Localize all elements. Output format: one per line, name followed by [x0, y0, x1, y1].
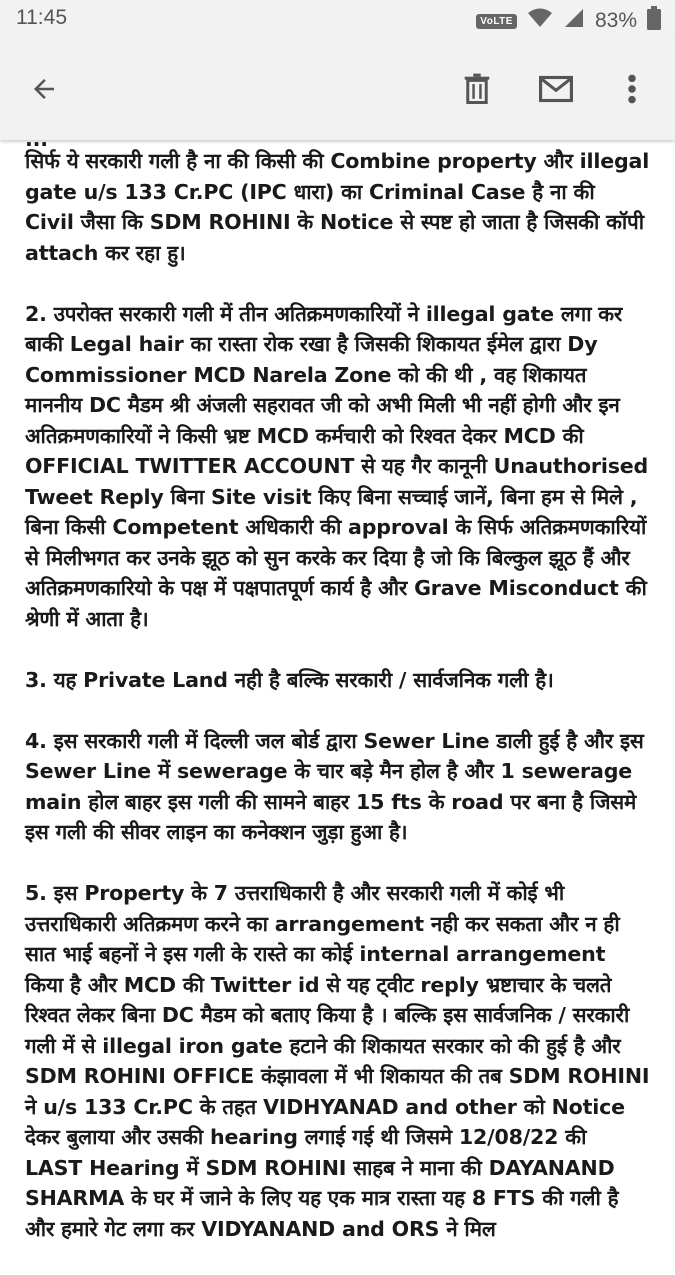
- paragraph-1: सिर्फ ये सरकारी गली है ना की किसी की Combine property और illegal gate u/s 133 Cr.PC (IPC धारा) का Criminal Case है ना की Civil जैसा कि SDM ROHINI के Notice से स्पष्ट हो जाता है जिसकी कॉपी attach कर रहा हु।: [25, 149, 650, 265]
- more-vertical-icon[interactable]: [608, 65, 656, 113]
- paragraph-2: 2. उपरोक्त सरकारी गली में तीन अतिक्रमणकारियों ने illegal gate लगा कर बाकी Legal hair का रास्ता रोक रखा है जिसकी शिकायत ईमेल द्वारा Dy Commissioner MCD Narela Zone को की थी , वह शिकायत माननीय DC मैडम श्री अंजली सहरावत जी को अभी मिली भी नहीं होगी और इन अतिक्रमणकारियों ने किसी भ्रष्ट MCD कर्मचारी को रिश्वत देकर MCD की OFFICIAL TWITTER ACCOUNT से यह गैर कानूनी Unauthorised Tweet Reply बिना Site visit किए बिना सच्चाई जानें, बिना हम से मिले , बिना किसी Competent अधिकारी की approval के सिर्फ अतिक्रमणकारियों से मिलीभगत कर उनके झूठ को सुन करके कर दिया है जो कि बिल्कुल झूठ हैं और अतिक्रमणकारियो के पक्ष में पक्षपातपूर्ण कार्य है और Grave Misconduct की श्रेणी में आता है।: [25, 301, 649, 631]
- battery-percentage: 83%: [594, 9, 637, 32]
- paragraph-4: 4. इस सरकारी गली में दिल्ली जल बोर्ड द्वारा Sewer Line डाली हुई है और इस Sewer Line में sewerage के चार बड़े मैन होल है और 1 sewerage main होल बाहर इस गली की सामने बाहर 15 fts के road पर बना है जिसमे इस गली की सीवर लाइन का कनेक्शन जुड़ा हुआ है।: [25, 728, 644, 844]
- status-indicators: [476, 6, 661, 36]
- volte-badge: VoLTE: [476, 14, 517, 29]
- trash-icon[interactable]: [453, 65, 501, 113]
- paragraph-3: 3. यह Private Land नही है बल्कि सरकारी / सार्वजनिक गली है।: [25, 667, 554, 692]
- app-bar: [0, 38, 675, 140]
- signal-icon: [563, 7, 585, 35]
- wifi-icon: [527, 7, 553, 35]
- arrow-left-icon[interactable]: [20, 65, 68, 113]
- paragraph-5: 5. इस Property के 7 उत्तराधिकारी है और सरकारी गली में कोई भी उत्तराधिकारी अतिक्रमण करने का arrangement नही कर सकता और न ही सात भाई बहनों ने इस गली के रास्ते का कोई internal arrangement किया है और MCD की Twitter id से यह ट्वीट reply भ्रष्टाचार के चलते रिश्वत लेकर बिना DC मैडम को बताए किया है । बल्कि इस सार्वजनिक / सरकारी गली में से illegal iron gate हटाने की शिकायत सरकार को की हुई है और SDM ROHINI OFFICE कंझावला में भी शिकायत की तब SDM ROHINI ने u/s 133 Cr.PC के तहत VIDHYANAD and other को Notice देकर बुलाया और उसकी hearing लगाई गई थी जिसमे 12/08/22 की LAST Hearing में SDM ROHINI साहब ने माना की DAYANAND SHARMA के घर में जाने के लिए यह एक मात्र रास्ता यह 8 FTS की गली है और हमारे गेट लगा कर VIDYANAND and ORS ने मिल: [25, 881, 650, 1241]
- message-text: [25, 124, 650, 1275]
- mail-icon[interactable]: [532, 65, 580, 113]
- status-bar: [0, 0, 675, 38]
- message-body[interactable]: [0, 140, 675, 1241]
- status-time: 11:45: [16, 6, 67, 29]
- battery-icon: [647, 6, 661, 36]
